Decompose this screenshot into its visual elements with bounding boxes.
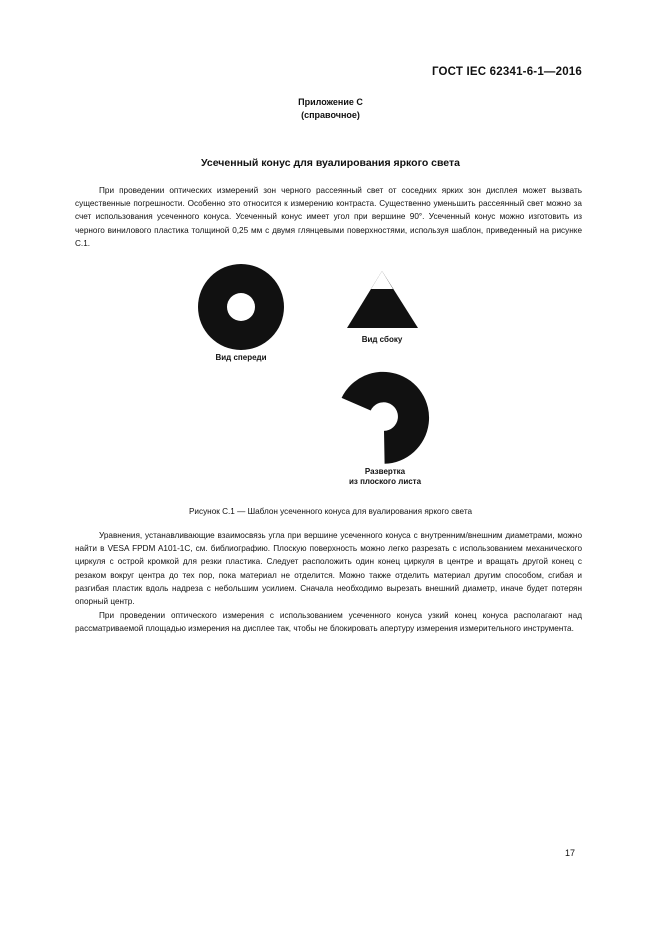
flat-pattern-drawing [342, 372, 429, 464]
label-flat-pattern-line1: Развертка [364, 467, 406, 476]
side-view-cone-drawing [347, 271, 418, 328]
label-front-view: Вид спереди [215, 353, 267, 362]
label-side-view: Вид сбоку [361, 335, 403, 344]
figure-caption: Рисунок С.1 — Шаблон усеченного конуса для вуалирования яркого света [188, 507, 473, 516]
front-view-ring-drawing [198, 264, 284, 350]
paragraph-equations: Уравнения, устанавливающие взаимосвязь угла при вершине усеченного конуса с внутренним/внешним диаметрами, можно найти в VESA FPDM A101-1C, см. библиографию. Плоскую поверхность можно легко разрезать с использованием механического циркуля с острой кромкой для резки пластика. Следует расположить один конец циркуля в центре и вращать другой конец с резаком вокруг центра до тех пор, пока материал не отделится. Можно также отделить материал другим способом, сгибая и разгибая пластик вдоль надреза с небольшим усилием. Сначала необходимо вырезать внешний диаметр, иначе будет потерян опорный центр. [75, 531, 582, 607]
annex-title: Приложение С [298, 97, 363, 107]
paragraph-intro: При проведении оптических измерений зон черного рассеянный свет от соседних ярких зон дисплея может вызвать существенные погрешности. Особенно это относится к измерению контраста. Существенно уменьшить рассеянный свет можно за счет использования усеченного конуса. Усеченный конус имеет угол при вершине 90°. Усеченный конус можно изготовить из черного винилового пластика толщиной 0,25 мм с двумя глянцевыми поверхностями, используя шаблон, приведенный на рисунке С.1. [75, 186, 582, 248]
paragraph-measurement: При проведении оптического измерения с использованием усеченного конуса узкий конец конуса располагают над рассматриваемой площадью измерения на дисплее так, чтобы не блокировать апертуру измерения измерительного инструмента. [75, 611, 582, 634]
page-number: 17 [564, 848, 575, 858]
standard-designation: ГОСТ IEC 62341-6-1—2016 [431, 66, 582, 78]
annex-subtitle: (справочное) [301, 110, 360, 120]
section-title: Усеченный конус для вуалирования яркого света [201, 157, 460, 169]
label-flat-pattern-line2: из плоского листа [348, 477, 422, 486]
